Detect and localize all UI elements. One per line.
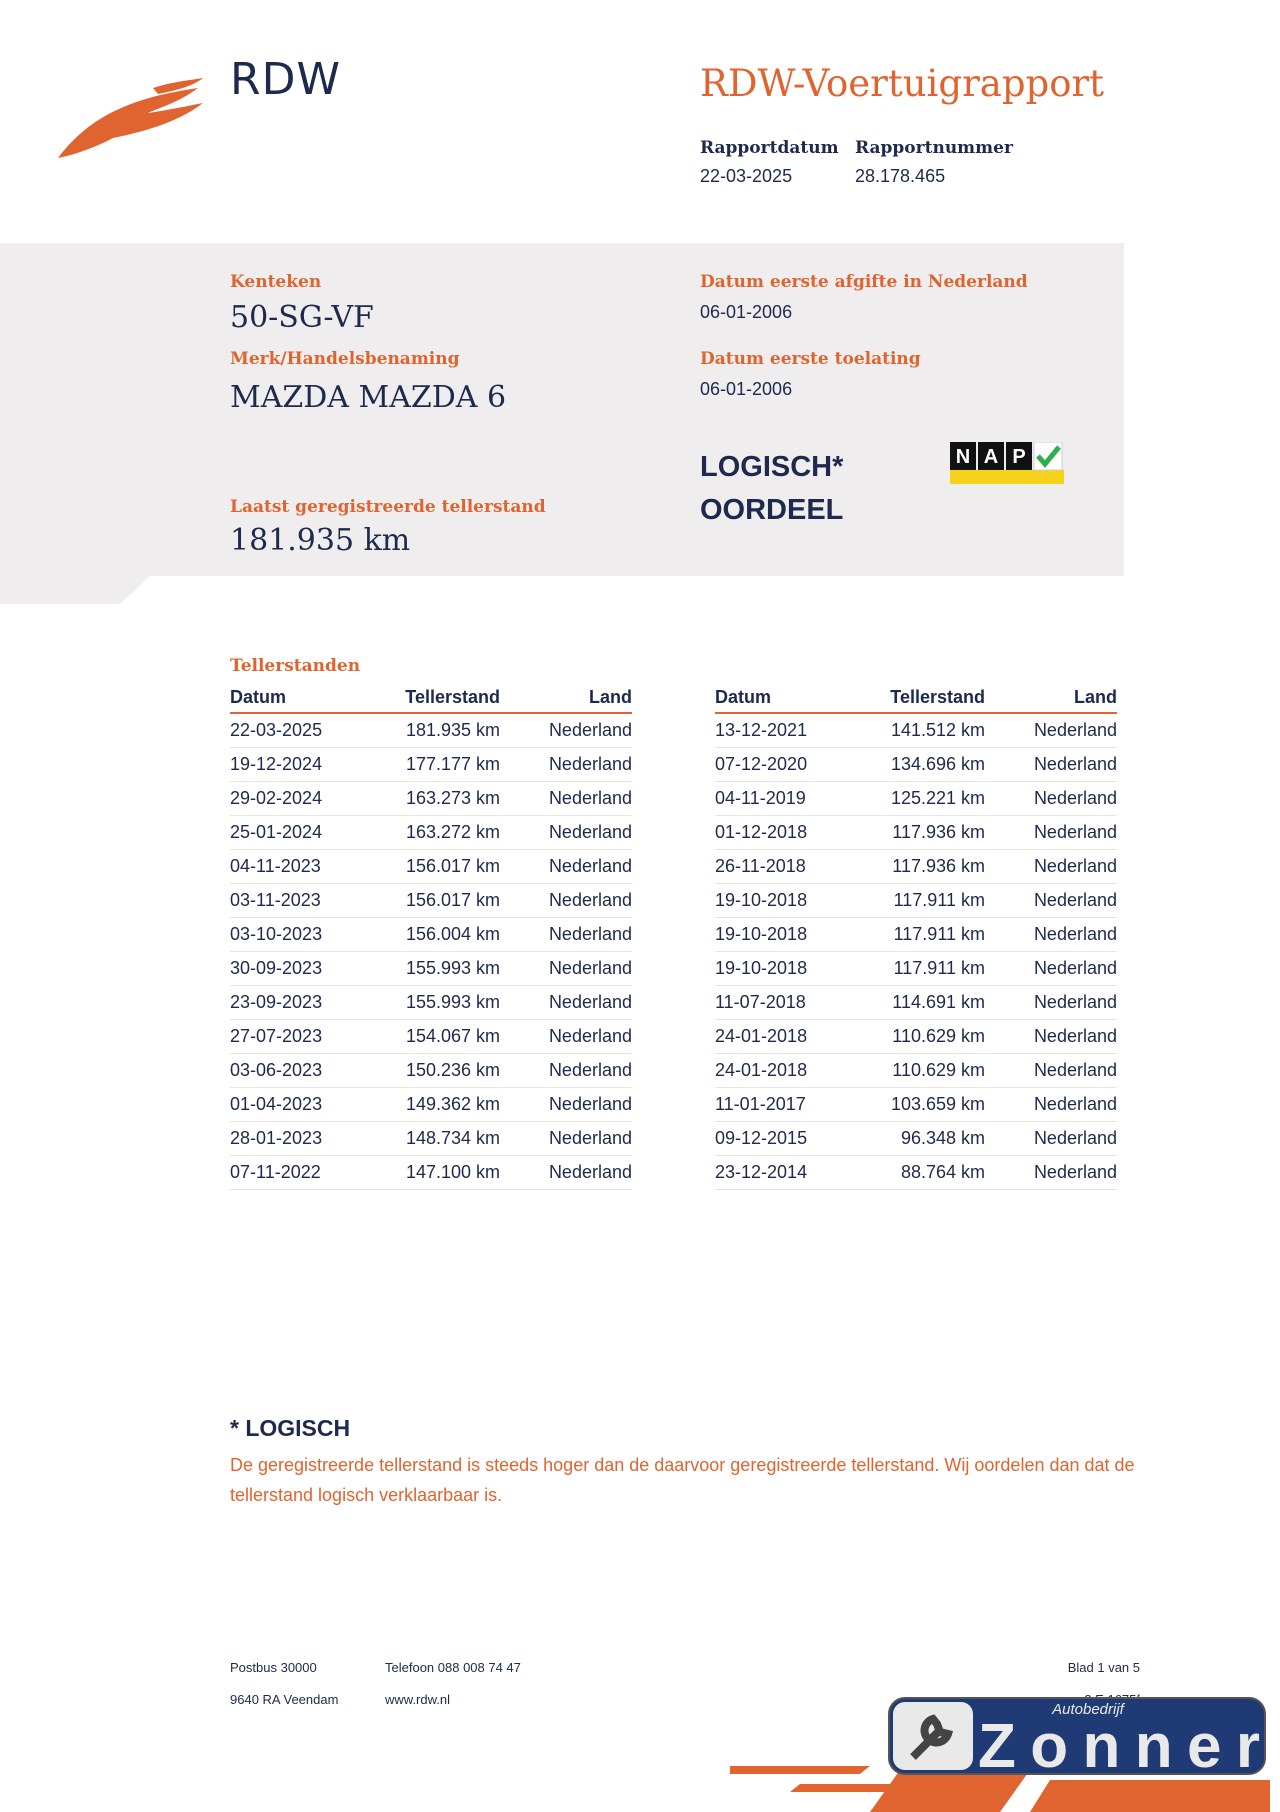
cell-country: Nederland	[548, 1094, 632, 1114]
cell-date: 24-01-2018	[715, 1026, 808, 1046]
cell-date: 19-10-2018	[715, 958, 808, 978]
cell-country: Nederland	[1033, 1060, 1117, 1080]
cell-odometer: 103.659 km	[890, 1094, 985, 1114]
table-row	[715, 1156, 1117, 1190]
readings-table-right	[715, 680, 1117, 1190]
table-row	[230, 1088, 632, 1122]
table-row	[715, 952, 1117, 986]
cell-odometer: 156.017 km	[405, 890, 500, 910]
cell-country: Nederland	[548, 924, 632, 944]
cell-date: 09-12-2015	[715, 1128, 808, 1148]
table-row	[715, 1122, 1117, 1156]
table-row	[230, 782, 632, 816]
nap-letter-n: N	[955, 446, 971, 468]
footnote-title: * LOGISCH	[230, 1415, 351, 1441]
cell-odometer: 141.512 km	[890, 720, 985, 740]
cell-date: 03-11-2023	[230, 890, 321, 910]
plate-label: Kenteken	[230, 272, 322, 292]
cell-country: Nederland	[1033, 856, 1117, 876]
cell-date: 27-07-2023	[230, 1026, 323, 1046]
cell-odometer: 163.272 km	[405, 822, 500, 842]
header-odometer: Tellerstand	[405, 687, 500, 707]
cell-country: Nederland	[1033, 890, 1117, 910]
cell-date: 13-12-2021	[715, 720, 808, 740]
table-row	[715, 884, 1117, 918]
first-admission-value: 06-01-2006	[700, 379, 793, 399]
cell-date: 11-01-2017	[715, 1094, 806, 1114]
cell-odometer: 156.004 km	[405, 924, 500, 944]
table-row	[715, 1088, 1117, 1122]
cell-country: Nederland	[548, 720, 632, 740]
vehicle-summary-panel	[0, 243, 1124, 576]
table-row	[715, 1054, 1117, 1088]
cell-odometer: 148.734 km	[405, 1128, 500, 1148]
cell-date: 26-11-2018	[715, 856, 806, 876]
cell-date: 19-10-2018	[715, 924, 808, 944]
cell-country: Nederland	[1033, 1128, 1117, 1148]
watermark-small: Autobedrijf	[1052, 1701, 1124, 1718]
cell-odometer: 177.177 km	[405, 754, 500, 774]
table-row	[230, 1054, 632, 1088]
cell-odometer: 155.993 km	[405, 992, 500, 1012]
table-header	[230, 680, 632, 714]
cell-odometer: 117.911 km	[893, 958, 985, 978]
cell-date: 23-09-2023	[230, 992, 323, 1012]
cell-country: Nederland	[548, 1128, 632, 1148]
table-row	[715, 850, 1117, 884]
header-odometer: Tellerstand	[890, 687, 985, 707]
table-row	[230, 918, 632, 952]
cell-date: 11-07-2018	[715, 992, 806, 1012]
table-row	[230, 850, 632, 884]
table-row	[715, 986, 1117, 1020]
nap-letter-p: P	[1012, 446, 1026, 468]
cell-odometer: 156.017 km	[405, 856, 500, 876]
cell-country: Nederland	[1033, 1026, 1117, 1046]
footer-address2: 9640 RA Veendam	[230, 1692, 339, 1707]
cell-odometer: 110.629 km	[892, 1026, 985, 1046]
report-date: 22-03-2025	[700, 166, 793, 186]
cell-date: 04-11-2019	[715, 788, 806, 808]
cell-odometer: 96.348 km	[900, 1128, 985, 1148]
cell-odometer: 134.696 km	[890, 754, 985, 774]
readings-table-left	[230, 680, 632, 1190]
rows-left	[230, 714, 632, 1190]
table-row	[230, 748, 632, 782]
cell-date: 04-11-2023	[230, 856, 321, 876]
cell-odometer: 125.221 km	[890, 788, 985, 808]
table-header	[715, 680, 1117, 714]
cell-odometer: 117.911 km	[893, 890, 985, 910]
cell-odometer: 147.100 km	[405, 1162, 500, 1182]
cell-odometer: 154.067 km	[405, 1026, 500, 1046]
report-title: RDW-Voertuigrapport	[700, 62, 1105, 105]
table-row	[715, 782, 1117, 816]
cell-date: 24-01-2018	[715, 1060, 808, 1080]
report-number: 28.178.465	[855, 166, 946, 186]
footer-web: www.rdw.nl	[385, 1692, 451, 1707]
cell-odometer: 155.993 km	[405, 958, 500, 978]
cell-country: Nederland	[548, 788, 632, 808]
table-row	[230, 986, 632, 1020]
cell-date: 07-11-2022	[230, 1162, 321, 1182]
cell-date: 07-12-2020	[715, 754, 808, 774]
table-row	[715, 918, 1117, 952]
cell-country: Nederland	[548, 822, 632, 842]
cell-odometer: 88.764 km	[900, 1162, 985, 1182]
odometer-label: Laatst geregistreerde tellerstand	[230, 497, 546, 517]
readings-title: Tellerstanden	[230, 656, 361, 676]
rows-right	[715, 714, 1117, 1190]
cell-date: 30-09-2023	[230, 958, 323, 978]
cell-country: Nederland	[548, 1060, 632, 1080]
cell-odometer: 117.911 km	[893, 924, 985, 944]
cell-odometer: 149.362 km	[405, 1094, 500, 1114]
report-date-label: Rapportdatum	[700, 138, 839, 158]
cell-country: Nederland	[548, 890, 632, 910]
brand-name: RDW	[230, 54, 341, 105]
cell-odometer: 114.691 km	[892, 992, 985, 1012]
cell-country: Nederland	[1033, 788, 1117, 808]
first-nl-label: Datum eerste afgifte in Nederland	[700, 272, 1028, 292]
first-nl-value: 06-01-2006	[700, 302, 793, 322]
cell-date: 28-01-2023	[230, 1128, 323, 1148]
cell-date: 29-02-2024	[230, 788, 323, 808]
verdict-line1: LOGISCH*	[700, 451, 844, 483]
cell-country: Nederland	[1033, 822, 1117, 842]
cell-odometer: 163.273 km	[405, 788, 500, 808]
watermark-big: Zonner	[978, 1712, 1260, 1775]
rdw-logo	[58, 78, 208, 163]
cell-country: Nederland	[1033, 754, 1117, 774]
header-date: Datum	[715, 687, 772, 707]
odometer-value: 181.935 km	[230, 523, 411, 558]
cell-date: 03-10-2023	[230, 924, 323, 944]
header-date: Datum	[230, 687, 287, 707]
table-row	[230, 1122, 632, 1156]
table-row	[230, 952, 632, 986]
cell-date: 03-06-2023	[230, 1060, 323, 1080]
table-row	[715, 1020, 1117, 1054]
cell-country: Nederland	[1033, 1094, 1117, 1114]
cell-country: Nederland	[1033, 992, 1117, 1012]
plate-value: 50-SG-VF	[230, 300, 374, 335]
table-row	[230, 816, 632, 850]
footer-address1: Postbus 30000	[230, 1660, 317, 1675]
panel-tab	[0, 576, 150, 604]
first-admission-label: Datum eerste toelating	[700, 349, 921, 369]
cell-odometer: 181.935 km	[405, 720, 500, 740]
table-row	[715, 714, 1117, 748]
cell-country: Nederland	[1033, 924, 1117, 944]
footer-phone: Telefoon 088 008 74 47	[385, 1660, 521, 1675]
footer-page: Blad 1 van 5	[1067, 1660, 1140, 1675]
cell-country: Nederland	[1033, 720, 1117, 740]
cell-country: Nederland	[548, 856, 632, 876]
footnote-text: De geregistreerde tellerstand is steeds hoger dan de daarvoor geregistreerde tellerstand. Wij oordelen dan dat de tellerstand logisch verklaarbaar is.	[230, 1455, 1135, 1505]
make-label: Merk/Handelsbenaming	[230, 349, 460, 369]
cell-date: 25-01-2024	[230, 822, 323, 842]
table-row	[230, 714, 632, 748]
verdict-line2: OORDEEL	[700, 494, 844, 526]
cell-country: Nederland	[548, 958, 632, 978]
make-value: MAZDA MAZDA 6	[230, 380, 507, 415]
cell-date: 19-12-2024	[230, 754, 323, 774]
table-row	[230, 1156, 632, 1190]
watermark-logo	[888, 1697, 1266, 1775]
cell-odometer: 117.936 km	[892, 856, 985, 876]
cell-country: Nederland	[548, 754, 632, 774]
cell-date: 19-10-2018	[715, 890, 808, 910]
nap-letter-a: A	[983, 446, 999, 468]
cell-country: Nederland	[548, 1026, 632, 1046]
header-country: Land	[1074, 687, 1117, 707]
cell-odometer: 110.629 km	[892, 1060, 985, 1080]
cell-country: Nederland	[548, 992, 632, 1012]
cell-date: 01-04-2023	[230, 1094, 323, 1114]
cell-date: 22-03-2025	[230, 720, 323, 740]
cell-country: Nederland	[1033, 1162, 1117, 1182]
nap-badge-icon	[950, 442, 1064, 484]
report-number-label: Rapportnummer	[855, 138, 1013, 158]
cell-date: 23-12-2014	[715, 1162, 808, 1182]
table-row	[715, 816, 1117, 850]
cell-date: 01-12-2018	[715, 822, 808, 842]
cell-country: Nederland	[1033, 958, 1117, 978]
table-row	[715, 748, 1117, 782]
header-country: Land	[589, 687, 632, 707]
cell-odometer: 117.936 km	[892, 822, 985, 842]
cell-odometer: 150.236 km	[405, 1060, 500, 1080]
cell-country: Nederland	[548, 1162, 632, 1182]
table-row	[230, 1020, 632, 1054]
table-row	[230, 884, 632, 918]
